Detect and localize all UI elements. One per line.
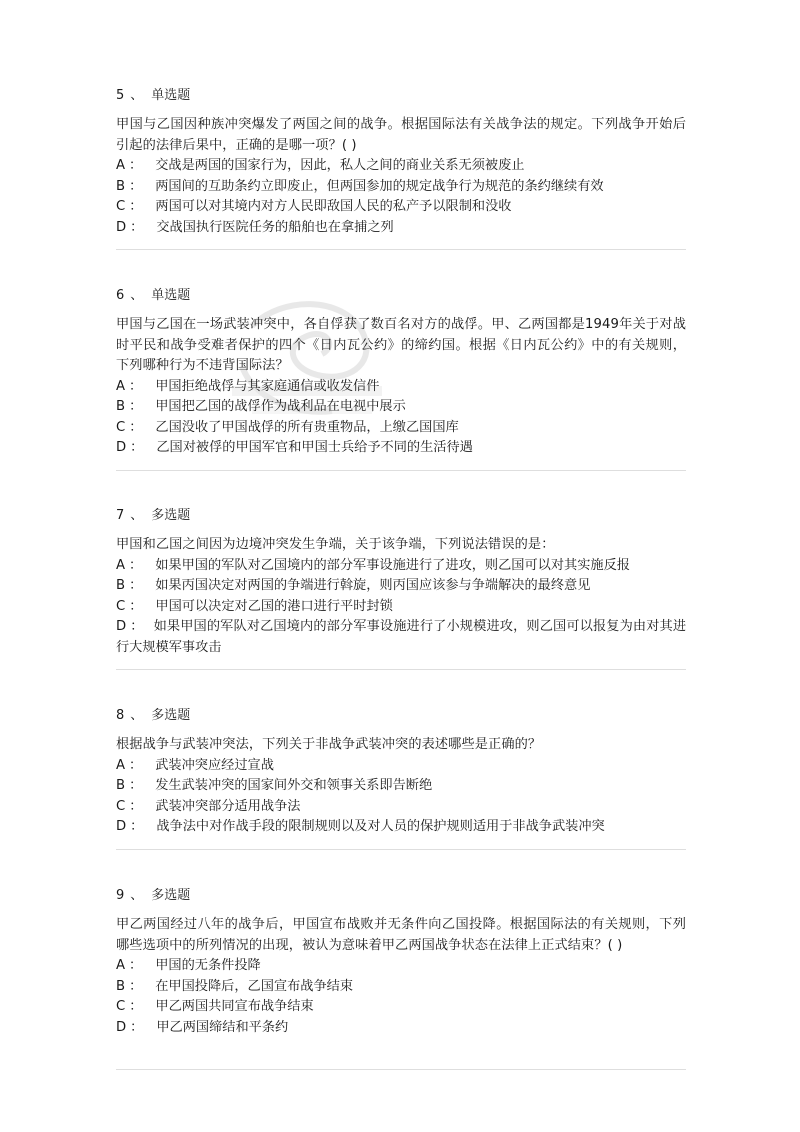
question-divider [116, 249, 686, 250]
option-text: 甲乙两国共同宣布战争结束 [155, 999, 314, 1014]
question-separator: 、 [130, 508, 144, 523]
option-d [116, 617, 686, 658]
option-letter: A [116, 958, 126, 973]
option-b [116, 776, 686, 797]
option-letter: B [116, 578, 126, 593]
option-colon: ： [129, 419, 143, 435]
option-letter: B [116, 399, 126, 414]
option-b [116, 397, 686, 418]
option-text: 武装冲突部分适用战争法 [155, 798, 301, 814]
option-text: 交战是两国的国家行为，因此，私人之间的商业关系无须被废止 [155, 158, 525, 173]
question-separator: 、 [130, 88, 144, 103]
option-colon: ： [129, 578, 143, 593]
option-colon: ： [130, 819, 144, 834]
option-text: 甲国的无条件投降 [155, 958, 261, 973]
option-b [116, 576, 686, 597]
question-type: 单选题 [151, 288, 191, 303]
question-number: 9 [116, 888, 125, 903]
question-type: 多选题 [151, 708, 191, 723]
question-type: 多选题 [151, 508, 191, 523]
option-text: 甲国可以决定对乙国的港口进行平时封锁 [155, 598, 393, 614]
question-separator: 、 [130, 888, 144, 903]
option-a [116, 556, 686, 577]
option-letter: D [116, 440, 127, 455]
option-colon: ： [129, 757, 143, 773]
question-number: 5 [116, 88, 125, 103]
option-letter: D [116, 219, 127, 235]
option-letter: B [116, 178, 126, 194]
option-colon: ： [129, 798, 143, 814]
question-number: 6 [116, 288, 125, 303]
question-divider [116, 849, 686, 850]
option-letter: A [116, 158, 126, 173]
option-text: 发生武装冲突的国家间外交和领事关系即告断绝 [155, 778, 433, 793]
option-text: 两国可以对其境内对方人民即敌国人民的私产予以限制和没收 [155, 199, 512, 214]
option-colon: ： [129, 378, 143, 394]
option-colon: ： [129, 958, 143, 973]
question-separator: 、 [130, 708, 144, 723]
option-colon: ： [129, 598, 143, 614]
question-number: 7 [116, 508, 125, 523]
option-text: 甲乙两国缔结和平条约 [156, 1019, 289, 1035]
question-8 [116, 706, 686, 838]
option-colon: ： [130, 1019, 144, 1035]
option-a [116, 156, 686, 177]
option-d [116, 218, 686, 239]
option-letter: C [116, 598, 126, 614]
option-c [116, 997, 686, 1018]
option-letter: B [116, 978, 126, 994]
question-header [116, 886, 686, 906]
option-text: 如果甲国的军队对乙国境内的部分军事设施进行了进攻，则乙国可以对其实施反报 [155, 557, 630, 573]
option-text: 两国间的互助条约立即废止，但两国参加的规定战争行为规范的条约继续有效 [155, 178, 604, 194]
question-header [116, 506, 686, 526]
option-colon: ： [130, 219, 144, 235]
option-letter: C [116, 798, 126, 814]
question-divider [116, 470, 686, 471]
option-letter: C [116, 199, 126, 214]
option-text: 交战国执行医院任务的船舶也在拿捕之列 [156, 219, 394, 235]
question-9 [116, 886, 686, 1038]
option-letter: D [116, 1019, 127, 1035]
question-stem: 甲国和乙国之间因为边境冲突发生争端，关于该争端，下列说法错误的是： [116, 537, 555, 552]
option-text: 战争法中对作战手段的限制规则以及对人员的保护规则适用于非战争武装冲突 [156, 819, 605, 834]
question-stem: 甲乙两国经过八年的战争后，甲国宣布战败并无条件向乙国投降。根据国际法的有关规则，下列哪些选项中的所列情况的出现，被认为意味着甲乙两国战争状态在法律上正式结束？( ) [116, 917, 686, 953]
question-divider [116, 1069, 686, 1070]
option-letter: C [116, 419, 126, 435]
option-d [116, 1018, 686, 1039]
option-a [116, 377, 686, 398]
question-stem: 根据战争与武装冲突法，下列关于非战争武装冲突的表述哪些是正确的？ [116, 737, 542, 752]
option-colon: ： [129, 399, 143, 414]
question-number: 8 [116, 708, 125, 723]
question-type: 多选题 [151, 888, 191, 903]
option-colon: ： [129, 158, 143, 173]
question-type: 单选题 [151, 88, 191, 103]
option-colon: ： [129, 978, 143, 994]
option-a [116, 756, 686, 777]
question-header [116, 706, 686, 726]
question-5 [116, 86, 686, 238]
option-colon: ： [129, 178, 143, 194]
option-letter: B [116, 778, 126, 793]
question-separator: 、 [130, 288, 144, 303]
option-letter: A [116, 378, 126, 394]
question-header [116, 286, 686, 306]
option-text: 甲国拒绝战俘与其家庭通信或收发信件 [155, 378, 380, 394]
option-text: 武装冲突应经过宣战 [155, 757, 274, 773]
option-colon: ： [129, 199, 143, 214]
option-d [116, 817, 686, 838]
option-colon: ： [129, 557, 143, 573]
question-7 [116, 506, 686, 658]
question-stem: 甲国与乙国在一场武装冲突中，各自俘获了数百名对方的战俘。甲、乙两国都是1949年关于对战时平民和战争受难者保护的四个《日内瓦公约》的缔约国。根据《日内瓦公约》中的有关规则，下列哪种行为不违背国际法？ [116, 317, 686, 373]
option-colon: ： [130, 619, 144, 634]
option-letter: A [116, 757, 126, 773]
question-header [116, 86, 686, 106]
question-stem: 甲国与乙国因种族冲突爆发了两国之间的战争。根据国际法有关战争法的规定。下列战争开始后引起的法律后果中，正确的是哪一项？( ) [116, 117, 686, 153]
option-letter: D [116, 619, 127, 634]
option-c [116, 418, 686, 439]
option-c [116, 197, 686, 218]
option-a [116, 956, 686, 977]
option-letter: A [116, 557, 126, 573]
option-letter: C [116, 999, 126, 1014]
question-6 [116, 286, 686, 459]
question-divider [116, 669, 686, 670]
option-d [116, 438, 686, 459]
option-text: 如果甲国的军队对乙国境内的部分军事设施进行了小规模进攻，则乙国可以报复为由对其进行大规模军事攻击 [116, 619, 687, 655]
option-colon: ： [129, 999, 143, 1014]
option-c [116, 597, 686, 618]
option-b [116, 977, 686, 998]
option-colon: ： [129, 778, 143, 793]
option-letter: D [116, 819, 127, 834]
option-text: 甲国把乙国的战俘作为战利品在电视中展示 [155, 399, 406, 414]
option-text: 如果丙国决定对两国的争端进行斡旋，则丙国应该参与争端解决的最终意见 [155, 578, 591, 593]
option-text: 在甲国投降后，乙国宣布战争结束 [155, 978, 354, 994]
option-text: 乙国对被俘的甲国军官和甲国士兵给予不同的生活待遇 [156, 440, 473, 455]
option-b [116, 177, 686, 198]
option-c [116, 797, 686, 818]
option-text: 乙国没收了甲国战俘的所有贵重物品，上缴乙国国库 [155, 419, 459, 435]
option-colon: ： [130, 440, 144, 455]
